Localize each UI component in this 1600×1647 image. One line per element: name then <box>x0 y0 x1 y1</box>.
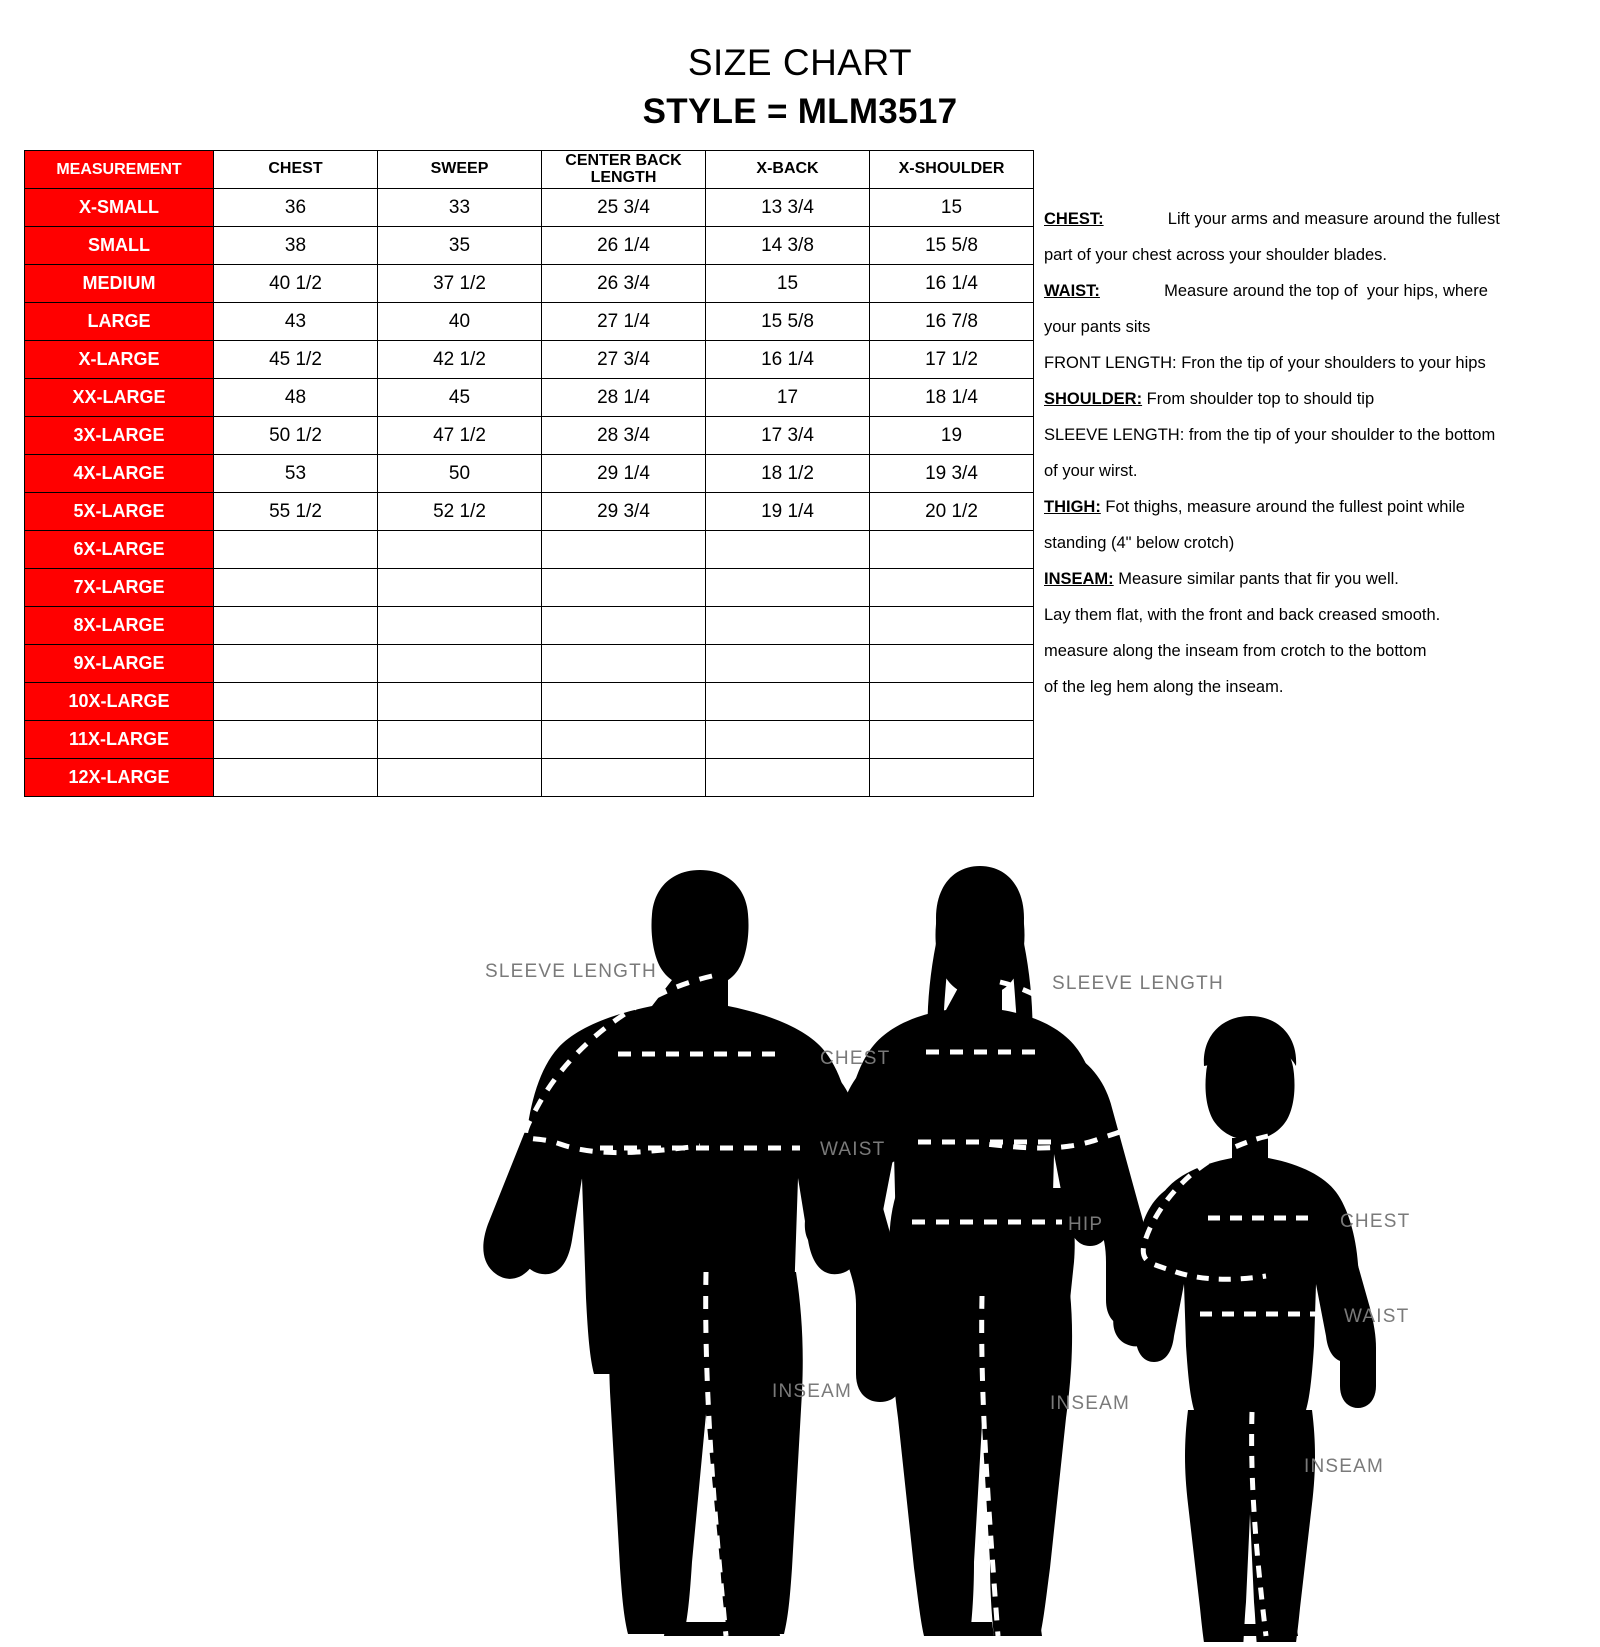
cell-sweep <box>378 721 542 759</box>
cell-sweep <box>378 683 542 721</box>
note-text-waist: Measure around the top of your hips, where <box>1164 281 1488 300</box>
cell-center-back-length <box>542 721 706 759</box>
table-row <box>25 227 1034 265</box>
table-row <box>25 341 1034 379</box>
cell-center-back-length: 29 3/4 <box>542 493 706 531</box>
table-row <box>25 189 1034 227</box>
note-label-chest: CHEST: <box>1044 210 1104 228</box>
cell-center-back-length <box>542 759 706 797</box>
cell-sweep: 33 <box>378 189 542 227</box>
cell-x-shoulder: 16 7/8 <box>870 303 1034 341</box>
cell-sweep: 35 <box>378 227 542 265</box>
cell-chest: 45 1/2 <box>214 341 378 379</box>
cell-center-back-length: 27 3/4 <box>542 341 706 379</box>
table-body <box>25 189 1034 797</box>
note-line-inseam-3: measure along the inseam from crotch to the bottom <box>1044 641 1427 660</box>
cell-x-back: 15 5/8 <box>706 303 870 341</box>
cell-sweep: 45 <box>378 379 542 417</box>
row-size-label: MEDIUM <box>25 265 214 303</box>
label-man-chest: CHEST <box>820 1048 891 1069</box>
note-line-inseam-4: of the leg hem along the inseam. <box>1044 677 1284 696</box>
row-size-label: XX-LARGE <box>25 379 214 417</box>
cell-center-back-length: 25 3/4 <box>542 189 706 227</box>
table-row <box>25 303 1034 341</box>
label-child-chest: CHEST <box>1340 1211 1411 1232</box>
cell-x-back: 18 1/2 <box>706 455 870 493</box>
cell-center-back-length: 26 3/4 <box>542 265 706 303</box>
cell-center-back-length <box>542 683 706 721</box>
size-chart-table <box>24 150 1034 797</box>
cell-center-back-length: 28 1/4 <box>542 379 706 417</box>
cell-x-shoulder: 19 <box>870 417 1034 455</box>
label-man-sleeve-length: SLEEVE LENGTH <box>485 961 657 982</box>
row-size-label: 4X-LARGE <box>25 455 214 493</box>
cell-x-shoulder <box>870 531 1034 569</box>
note-label-waist: WAIST: <box>1044 281 1100 300</box>
row-size-label: 3X-LARGE <box>25 417 214 455</box>
note-line-inseam <box>1044 562 1584 598</box>
label-woman-inseam: INSEAM <box>1050 1393 1131 1414</box>
note-line-shoulder <box>1044 382 1584 418</box>
row-size-label: LARGE <box>25 303 214 341</box>
cell-chest <box>214 721 378 759</box>
column-header-x-back: X-BACK <box>706 151 870 189</box>
note-line-front-length: FRONT LENGTH: Fron the tip of your shoulders to your hips <box>1044 353 1486 372</box>
cell-sweep: 47 1/2 <box>378 417 542 455</box>
cell-sweep <box>378 531 542 569</box>
label-child-waist: WAIST <box>1344 1306 1410 1327</box>
page-title: SIZE CHART <box>687 42 913 83</box>
label-child-inseam: INSEAM <box>1304 1456 1385 1477</box>
cell-center-back-length <box>542 645 706 683</box>
table-row <box>25 645 1034 683</box>
row-size-label: 11X-LARGE <box>25 721 214 759</box>
column-header-x-shoulder: X-SHOULDER <box>870 151 1034 189</box>
cell-x-shoulder: 19 3/4 <box>870 455 1034 493</box>
label-man-inseam: INSEAM <box>772 1381 853 1402</box>
cell-chest: 43 <box>214 303 378 341</box>
man-silhouette <box>483 870 904 1636</box>
note-line-inseam-2: Lay them flat, with the front and back creased smooth. <box>1044 605 1441 624</box>
cell-x-shoulder: 17 1/2 <box>870 341 1034 379</box>
table-row <box>25 607 1034 645</box>
note-label-thigh: THIGH: <box>1044 497 1101 516</box>
cell-center-back-length <box>542 607 706 645</box>
row-size-label: 7X-LARGE <box>25 569 214 607</box>
note-text-thigh: Fot thighs, measure around the fullest point while <box>1100 497 1465 516</box>
row-size-label: 8X-LARGE <box>25 607 214 645</box>
cell-center-back-length <box>542 531 706 569</box>
cell-sweep: 42 1/2 <box>378 341 542 379</box>
table-row <box>25 531 1034 569</box>
note-line-sleeve-length-2: of your wirst. <box>1044 461 1138 480</box>
row-size-label: X-SMALL <box>25 189 214 227</box>
table-row <box>25 683 1034 721</box>
style-code: STYLE = MLM3517 <box>642 92 958 131</box>
column-header-chest: CHEST <box>214 151 378 189</box>
cell-sweep <box>378 607 542 645</box>
cell-x-back: 17 <box>706 379 870 417</box>
cell-sweep <box>378 759 542 797</box>
row-size-label: 6X-LARGE <box>25 531 214 569</box>
note-text-chest: Lift your arms and measure around the fullest <box>1167 210 1500 228</box>
table-header <box>25 151 1034 189</box>
note-line-thigh <box>1044 490 1584 526</box>
cell-x-shoulder <box>870 607 1034 645</box>
table-header-row <box>25 151 1034 189</box>
row-size-label: 12X-LARGE <box>25 759 214 797</box>
note-line-sleeve-length: SLEEVE LENGTH: from the tip of your shoulder to the bottom <box>1044 425 1496 444</box>
column-header-measurement: MEASUREMENT <box>25 151 214 189</box>
note-label-shoulder: SHOULDER: <box>1044 389 1143 408</box>
table-row <box>25 569 1034 607</box>
table-row <box>25 455 1034 493</box>
note-line-chest-2: part of your chest across your shoulder blades. <box>1044 245 1388 264</box>
row-size-label: SMALL <box>25 227 214 265</box>
cell-x-shoulder: 15 5/8 <box>870 227 1034 265</box>
cell-x-shoulder <box>870 721 1034 759</box>
label-woman-hip: HIP <box>1068 1214 1104 1235</box>
cell-x-shoulder <box>870 759 1034 797</box>
child-silhouette <box>1113 1016 1376 1642</box>
column-header-center-back-length: CENTER BACK LENGTH <box>542 151 706 189</box>
cell-x-shoulder <box>870 683 1034 721</box>
table-row <box>25 493 1034 531</box>
measurement-figures <box>0 852 1600 1642</box>
cell-x-back: 14 3/8 <box>706 227 870 265</box>
cell-x-back <box>706 569 870 607</box>
note-line-chest <box>1044 202 1584 238</box>
table-row <box>25 759 1034 797</box>
cell-x-back: 16 1/4 <box>706 341 870 379</box>
row-size-label: 9X-LARGE <box>25 645 214 683</box>
cell-center-back-length: 26 1/4 <box>542 227 706 265</box>
note-line-waist <box>1044 274 1584 310</box>
cell-sweep: 50 <box>378 455 542 493</box>
note-text-shoulder: From shoulder top to should tip <box>1142 389 1375 408</box>
label-woman-sleeve-length: SLEEVE LENGTH <box>1052 973 1224 994</box>
cell-x-back: 15 <box>706 265 870 303</box>
cell-x-back: 19 1/4 <box>706 493 870 531</box>
cell-x-back: 17 3/4 <box>706 417 870 455</box>
cell-x-back <box>706 531 870 569</box>
cell-x-back <box>706 683 870 721</box>
cell-x-shoulder <box>870 645 1034 683</box>
cell-chest: 53 <box>214 455 378 493</box>
cell-chest <box>214 683 378 721</box>
cell-x-shoulder: 15 <box>870 189 1034 227</box>
cell-sweep: 40 <box>378 303 542 341</box>
cell-chest: 55 1/2 <box>214 493 378 531</box>
table-row <box>25 379 1034 417</box>
table-row <box>25 417 1034 455</box>
cell-chest <box>214 645 378 683</box>
label-man-waist: WAIST <box>820 1139 886 1160</box>
cell-chest: 40 1/2 <box>214 265 378 303</box>
cell-sweep <box>378 569 542 607</box>
cell-chest: 48 <box>214 379 378 417</box>
cell-x-shoulder: 20 1/2 <box>870 493 1034 531</box>
cell-chest: 38 <box>214 227 378 265</box>
cell-center-back-length: 29 1/4 <box>542 455 706 493</box>
cell-sweep: 37 1/2 <box>378 265 542 303</box>
note-text-inseam: Measure similar pants that fir you well. <box>1113 569 1399 588</box>
row-size-label: 10X-LARGE <box>25 683 214 721</box>
cell-x-shoulder: 16 1/4 <box>870 265 1034 303</box>
table-row <box>25 265 1034 303</box>
note-line-waist-2: your pants sits <box>1044 317 1151 336</box>
measurement-instructions <box>1044 202 1584 706</box>
column-header-sweep: SWEEP <box>378 151 542 189</box>
cell-chest <box>214 569 378 607</box>
row-size-label: 5X-LARGE <box>25 493 214 531</box>
cell-x-shoulder: 18 1/4 <box>870 379 1034 417</box>
cell-x-back <box>706 607 870 645</box>
row-size-label: X-LARGE <box>25 341 214 379</box>
note-label-inseam: INSEAM: <box>1044 569 1114 588</box>
cell-center-back-length: 27 1/4 <box>542 303 706 341</box>
cell-center-back-length <box>542 569 706 607</box>
chart-and-notes <box>0 150 1600 797</box>
cell-x-back <box>706 721 870 759</box>
cell-sweep <box>378 645 542 683</box>
table-row <box>25 721 1034 759</box>
cell-chest: 50 1/2 <box>214 417 378 455</box>
cell-chest: 36 <box>214 189 378 227</box>
cell-x-back: 13 3/4 <box>706 189 870 227</box>
cell-chest <box>214 759 378 797</box>
cell-x-shoulder <box>870 569 1034 607</box>
note-line-thigh-2: standing (4" below crotch) <box>1044 533 1235 552</box>
cell-chest <box>214 531 378 569</box>
cell-chest <box>214 607 378 645</box>
cell-sweep: 52 1/2 <box>378 493 542 531</box>
cell-center-back-length: 28 3/4 <box>542 417 706 455</box>
cell-x-back <box>706 759 870 797</box>
cell-x-back <box>706 645 870 683</box>
